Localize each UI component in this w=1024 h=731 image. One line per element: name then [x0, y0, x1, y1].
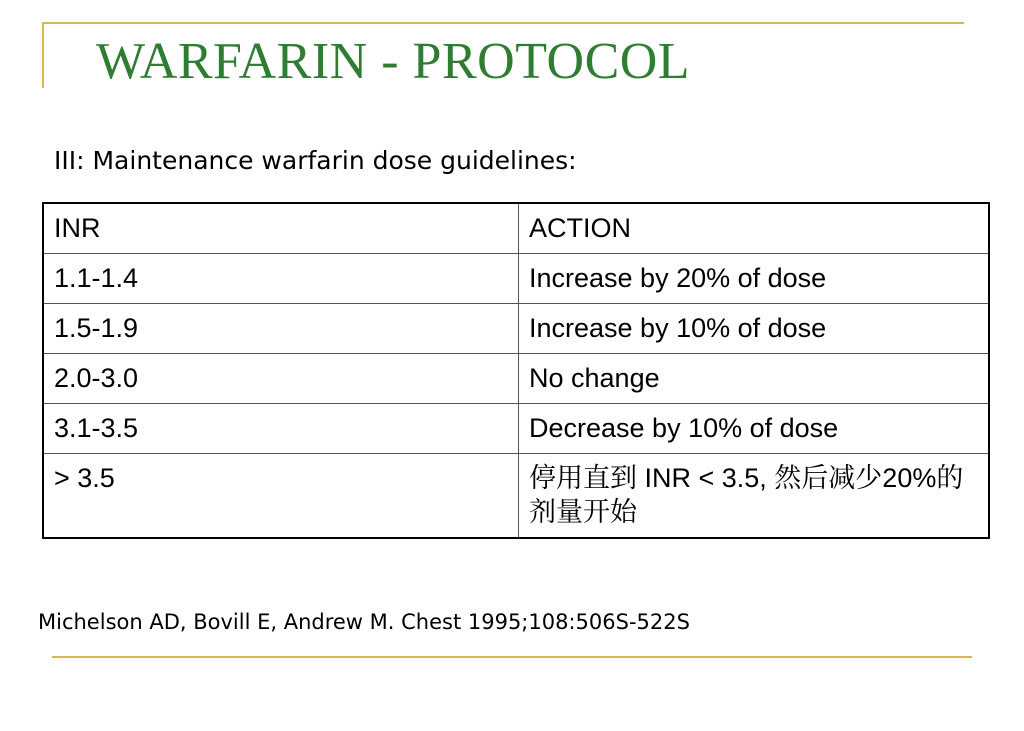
inr-cell: > 3.5: [43, 454, 519, 538]
left-accent-rule: [42, 22, 44, 88]
action-cell: No change: [519, 354, 990, 404]
inr-cell: 3.1-3.5: [43, 404, 519, 454]
bottom-rule: [52, 656, 972, 658]
slide-title: WARFARIN - PROTOCOL: [96, 33, 691, 90]
action-cell: Decrease by 10% of dose: [519, 404, 990, 454]
section-subtitle: III: Maintenance warfarin dose guidelines:: [54, 146, 577, 175]
top-rule: [42, 22, 964, 24]
inr-cell: 1.5-1.9: [43, 304, 519, 354]
header-inr: INR: [43, 203, 519, 254]
table-row: [43, 254, 989, 304]
table-header-row: [43, 203, 989, 254]
table-row: [43, 454, 989, 538]
dose-guidelines-table: [42, 202, 990, 539]
inr-cell: 1.1-1.4: [43, 254, 519, 304]
citation: Michelson AD, Bovill E, Andrew M. Chest 1995;108:506S-522S: [38, 610, 690, 634]
table-row: [43, 354, 989, 404]
action-cell: Increase by 20% of dose: [519, 254, 990, 304]
action-cell: Increase by 10% of dose: [519, 304, 990, 354]
header-action: ACTION: [519, 203, 990, 254]
inr-cell: 2.0-3.0: [43, 354, 519, 404]
table-row: [43, 404, 989, 454]
action-cell: 停用直到 INR < 3.5, 然后减少20%的剂量开始: [519, 454, 990, 538]
table-row: [43, 304, 989, 354]
